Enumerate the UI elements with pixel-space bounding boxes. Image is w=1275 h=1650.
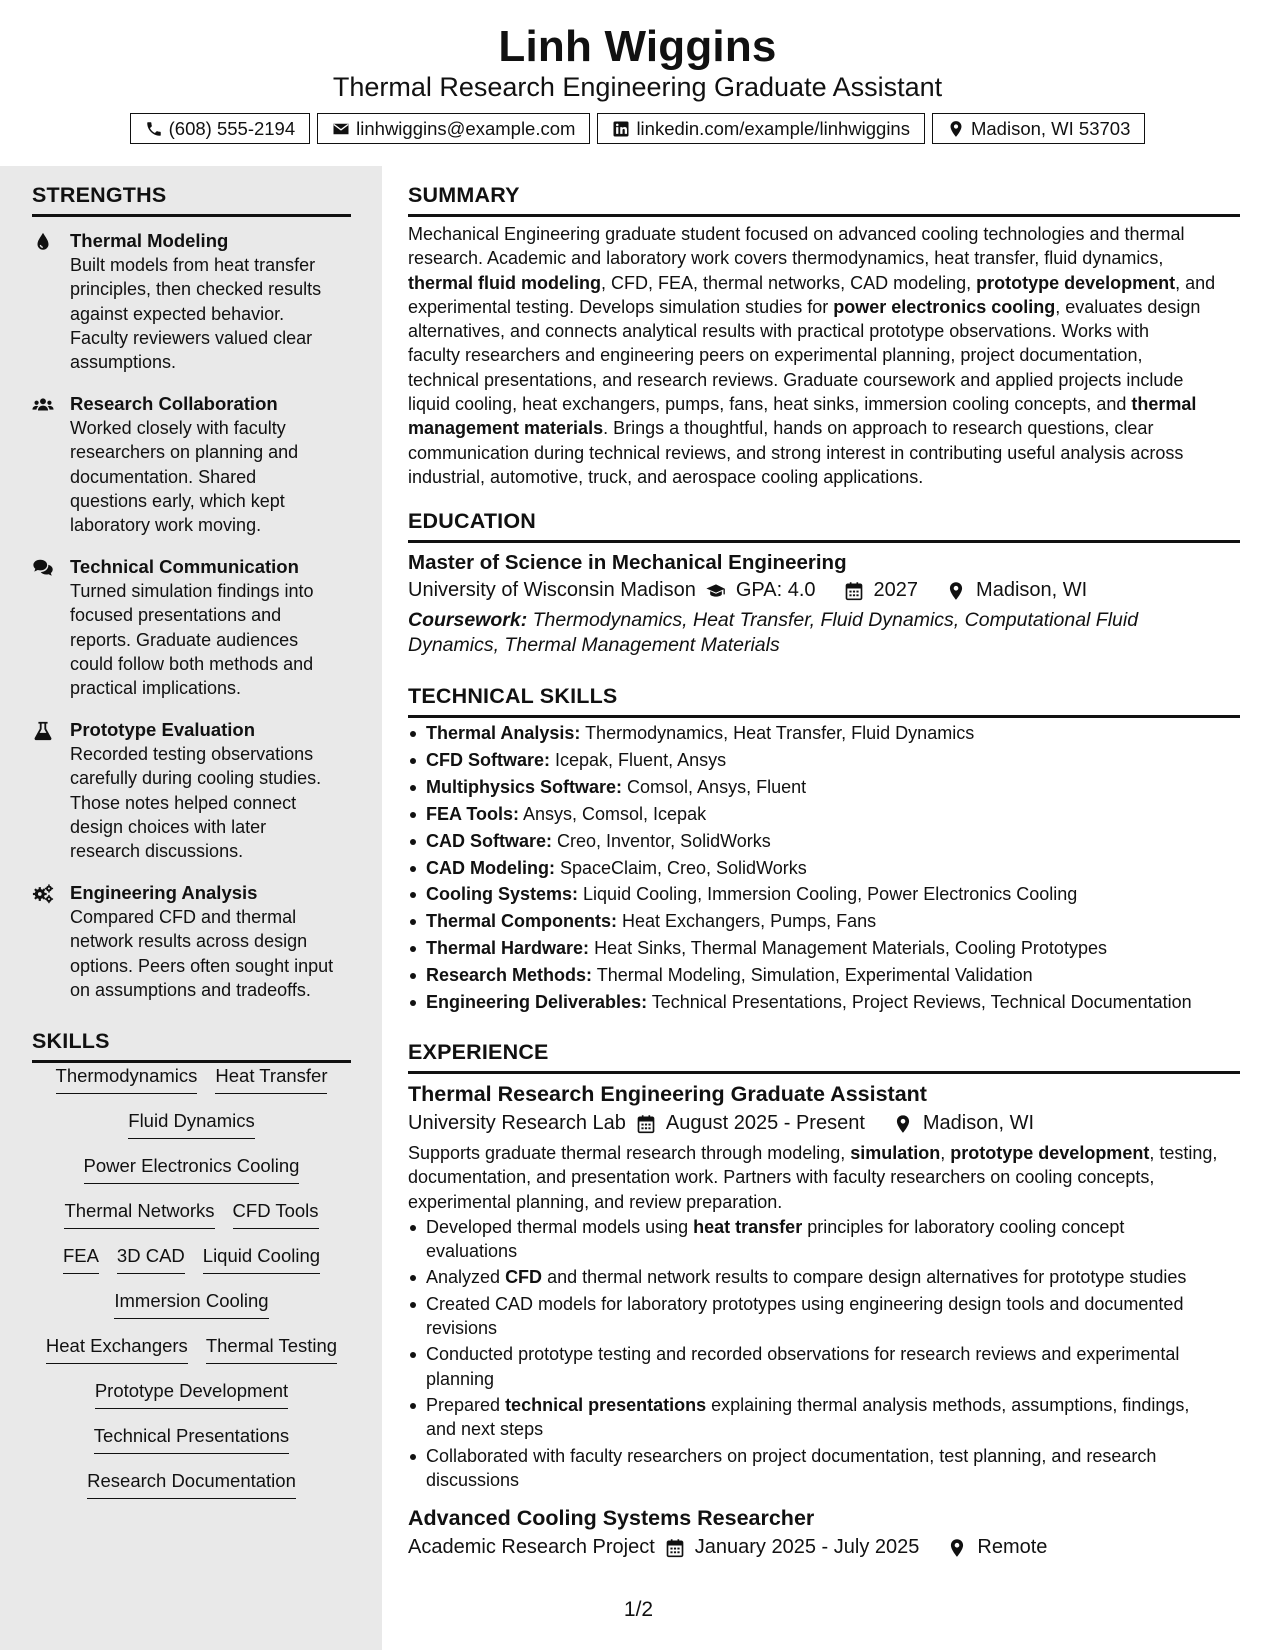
- section-divider: [408, 1071, 1240, 1074]
- skill-tag: Immersion Cooling: [114, 1289, 268, 1319]
- strength-description: [70, 579, 362, 700]
- job-meta: [408, 1112, 1240, 1135]
- page-number: [0, 1598, 1275, 1622]
- list-item: [408, 801, 1240, 828]
- skills-heading: [32, 1029, 351, 1063]
- text-run: planning: [426, 1368, 495, 1389]
- experience-title: EXPERIENCE: [408, 1040, 549, 1064]
- text-line: [426, 1215, 1240, 1239]
- education-meta: [408, 579, 1240, 602]
- text-line: [408, 465, 1240, 489]
- text-line: [426, 1316, 1240, 1340]
- strengths-heading: [32, 183, 351, 217]
- text-line: [426, 1393, 1240, 1417]
- skill-tag: Thermodynamics: [56, 1064, 198, 1094]
- strength-line: reports. Graduate audiences: [70, 629, 299, 650]
- strength-description: [70, 742, 362, 863]
- skill-values: Heat Sinks, Thermal Management Materials, Cooling Prototypes: [589, 938, 1107, 959]
- strength-line: Those notes helped connect: [70, 792, 297, 813]
- contact-email[interactable]: [317, 113, 590, 144]
- text-run: liquid cooling, heat exchangers, pumps, fans, heat sinks, immersion cooling concepts, and: [408, 394, 1132, 415]
- text-run: research. Academic and laboratory work covers thermodynamics, heat transfer, fluid dynamics,: [408, 248, 1164, 269]
- text-line: [426, 1444, 1240, 1468]
- emphasis-text: power electronics cooling: [833, 296, 1056, 317]
- text-run: , testing,: [1149, 1143, 1218, 1163]
- text-line: [408, 343, 1240, 367]
- text-run: . Brings a thoughtful, hands on approach to research questions, clear: [603, 418, 1154, 439]
- calendar-icon: [665, 1538, 685, 1558]
- list-item: [408, 855, 1240, 882]
- skill-row: [32, 1334, 351, 1379]
- skill-category: Thermal Components:: [426, 911, 618, 932]
- candidate-name: Linh Wiggins: [498, 22, 777, 71]
- strength-line: focused presentations and: [70, 605, 282, 626]
- strength-line: Built models from heat transfer: [70, 255, 316, 275]
- text-line: [408, 222, 1240, 246]
- strength-title: Research Collaboration: [70, 393, 278, 414]
- text-run: principles for laboratory cooling concept: [802, 1216, 1125, 1237]
- text-run: explaining thermal analysis methods, assumptions, findings,: [706, 1394, 1190, 1415]
- strength-title: Thermal Modeling: [70, 230, 229, 251]
- coursework-list: Thermodynamics, Heat Transfer, Fluid Dynamics, Computational Fluid: [527, 609, 1139, 631]
- strength-line: principles, then checked results: [70, 279, 322, 300]
- strength-line: options. Peers often sought input: [70, 955, 334, 976]
- skill-values: Comsol, Ansys, Fluent: [622, 776, 807, 797]
- strength-item: [32, 881, 362, 1002]
- text-run: Supports graduate thermal research through modeling,: [408, 1143, 851, 1163]
- list-item: [408, 1393, 1240, 1442]
- strength-title: Prototype Evaluation: [70, 719, 256, 740]
- skill-values: Thermal Modeling, Simulation, Experimental Validation: [592, 965, 1033, 986]
- skill-row: [32, 1199, 351, 1244]
- contact-phone-text: (608) 555-2194: [168, 117, 296, 139]
- section-divider: [32, 214, 351, 217]
- strength-line: carefully during cooling studies.: [70, 768, 322, 789]
- skill-category: Engineering Deliverables:: [426, 992, 648, 1013]
- text-line: [426, 1265, 1240, 1289]
- text-run: , and: [1175, 272, 1216, 293]
- list-item: [408, 1444, 1240, 1493]
- map-pin-icon: [947, 1538, 967, 1558]
- text-run: documentation, and presentation work. Partners with faculty researchers on cooling concepts,: [408, 1167, 1155, 1188]
- skill-tag: Heat Exchangers: [46, 1334, 188, 1364]
- strength-line: documentation. Shared: [70, 466, 257, 487]
- list-item: [408, 881, 1240, 908]
- coursework: [408, 608, 1240, 657]
- skill-category: Multiphysics Software:: [426, 776, 623, 797]
- skill-row: [32, 1424, 351, 1469]
- list-item: [408, 747, 1240, 774]
- list-item: [408, 935, 1240, 962]
- strength-line: Turned simulation findings into: [70, 581, 314, 601]
- list-item: [408, 1342, 1240, 1391]
- skill-values: Creo, Inventor, SolidWorks: [552, 830, 771, 851]
- text-line: [408, 1165, 1240, 1189]
- text-line: [408, 295, 1240, 319]
- skill-category: Research Methods:: [426, 965, 593, 986]
- strength-line: questions early, which kept: [70, 490, 285, 511]
- text-line: [408, 441, 1240, 465]
- text-line: [408, 392, 1240, 416]
- text-run: evaluations: [426, 1241, 518, 1262]
- job-dates: August 2025 - Present: [665, 1112, 865, 1134]
- technical-skills-section: [408, 684, 1240, 1016]
- skill-tag: Prototype Development: [95, 1379, 288, 1409]
- envelope-icon: [332, 120, 350, 138]
- emphasis-text: thermal: [1131, 394, 1197, 415]
- education-section: [408, 509, 1240, 657]
- skill-row: [32, 1109, 351, 1154]
- list-item: [408, 1265, 1240, 1289]
- strength-description: [70, 905, 362, 1002]
- skill-tag: 3D CAD: [117, 1244, 185, 1274]
- strength-item: [32, 229, 362, 374]
- strength-line: design choices with later: [70, 816, 267, 837]
- skill-tag: Technical Presentations: [94, 1424, 289, 1454]
- strength-line: on assumptions and tradeoffs.: [70, 979, 311, 1000]
- text-run: experimental planning, and review preparation.: [408, 1191, 783, 1212]
- strength-item: [32, 718, 362, 863]
- text-line: [426, 1239, 1240, 1263]
- list-item: [408, 908, 1240, 935]
- skill-category: CFD Software:: [426, 749, 551, 770]
- contact-location-text: Madison, WI 53703: [970, 117, 1131, 139]
- skill-values: Technical Presentations, Project Reviews, Technical Documentation: [647, 992, 1192, 1013]
- strength-line: could follow both methods and: [70, 653, 314, 674]
- contact-bar: [0, 113, 1275, 144]
- text-run: Mechanical Engineering graduate student focused on advanced cooling technologies and thermal: [408, 224, 1185, 244]
- text-run: Prepared: [426, 1394, 506, 1415]
- job-title: Advanced Cooling Systems Researcher: [408, 1506, 815, 1531]
- text-line: [426, 1417, 1240, 1441]
- droplet-icon: [32, 231, 54, 253]
- education-title: EDUCATION: [408, 509, 537, 533]
- skill-tag: CFD Tools: [233, 1199, 319, 1229]
- skills-tags: [32, 1064, 351, 1514]
- section-divider: [408, 540, 1240, 543]
- contact-location[interactable]: [932, 113, 1145, 144]
- linkedin-icon: [612, 120, 630, 138]
- strength-line: Compared CFD and thermal: [70, 907, 297, 927]
- users-icon: [32, 394, 54, 416]
- text-run: , evaluates design: [1055, 296, 1201, 317]
- job-bullets: [408, 1215, 1240, 1492]
- phone-icon: [145, 120, 163, 138]
- skill-category: Thermal Hardware:: [426, 938, 590, 959]
- text-run: experimental testing. Develops simulation studies for: [408, 296, 834, 317]
- gpa: GPA: 4.0: [735, 579, 816, 601]
- strength-line: Recorded testing observations: [70, 744, 314, 764]
- text-line: [408, 416, 1240, 440]
- strength-item: [32, 555, 362, 700]
- skill-tag: Fluid Dynamics: [128, 1109, 254, 1139]
- text-run: Developed thermal models using: [426, 1216, 694, 1237]
- strength-title: Engineering Analysis: [70, 882, 258, 903]
- text-run: discussions: [426, 1469, 520, 1490]
- skill-row: [32, 1289, 351, 1334]
- technical-skills-list: [408, 720, 1240, 1016]
- emphasis-text: CFD: [505, 1267, 543, 1288]
- candidate-title: Thermal Research Engineering Graduate Assistant: [332, 72, 943, 102]
- skill-category: Thermal Analysis:: [426, 723, 581, 743]
- skill-tag: Liquid Cooling: [203, 1244, 320, 1274]
- text-run: Conducted prototype testing and recorded observations for research reviews and experimental: [426, 1344, 1180, 1365]
- graduation-cap-icon: [706, 581, 726, 601]
- contact-phone[interactable]: [130, 113, 311, 144]
- skill-tag: Research Documentation: [87, 1469, 296, 1499]
- emphasis-text: technical presentations: [505, 1394, 707, 1415]
- map-pin-icon: [947, 120, 965, 138]
- text-run: industrial, automotive, truck, and aerospace cooling applications.: [408, 466, 924, 487]
- strength-description: [70, 253, 362, 374]
- text-run: Created CAD models for laboratory prototypes using engineering design tools and documented: [426, 1293, 1184, 1314]
- text-run: communication during technical reviews, and strong interest in contributing useful analysis across: [408, 442, 1184, 463]
- coursework-label: Coursework:: [408, 609, 528, 631]
- text-line: [426, 1367, 1240, 1391]
- degree-name: Master of Science in Mechanical Engineering: [408, 551, 847, 574]
- emphasis-text: prototype development: [976, 272, 1176, 293]
- skill-row: [32, 1064, 351, 1109]
- list-item: [408, 720, 1240, 747]
- strength-title: Technical Communication: [70, 556, 299, 577]
- text-line: [408, 246, 1240, 270]
- text-run: faculty researchers and engineering peers on experimental planning, project documentation,: [408, 345, 1143, 366]
- page-number-text: 1/2: [623, 1598, 654, 1621]
- contact-linkedin-text: linkedin.com/example/linhwiggins: [636, 117, 910, 139]
- list-item: [408, 828, 1240, 855]
- text-line: [426, 1468, 1240, 1492]
- skill-category: FEA Tools:: [426, 803, 519, 824]
- skills-title: SKILLS: [32, 1029, 110, 1053]
- emphasis-text: thermal fluid modeling: [408, 272, 602, 293]
- text-run: , CFD, FEA, thermal networks, CAD modeling,: [601, 272, 977, 293]
- job-dates: January 2025 - July 2025: [694, 1536, 920, 1559]
- job-org: University Research Lab: [408, 1112, 626, 1134]
- list-item: [408, 1215, 1240, 1264]
- job-location: Madison, WI: [922, 1112, 1035, 1134]
- skill-tag: Thermal Testing: [206, 1334, 337, 1364]
- skill-row: [32, 1154, 351, 1199]
- skill-values: Ansys, Comsol, Icepak: [519, 803, 707, 824]
- calendar-icon: [844, 581, 864, 601]
- comments-icon: [32, 557, 54, 579]
- list-item: [408, 774, 1240, 801]
- skill-category: CAD Modeling:: [426, 857, 555, 878]
- experience-section: [408, 1040, 1240, 1559]
- text-run: and thermal network results to compare design alternatives for prototype studies: [542, 1267, 1187, 1288]
- summary-text: [408, 222, 1240, 489]
- graduation-year: 2027: [873, 579, 919, 601]
- strength-line: against expected behavior.: [70, 303, 285, 324]
- school-location: Madison, WI: [976, 579, 1088, 601]
- strength-line: laboratory work moving.: [70, 515, 262, 536]
- emphasis-text: heat transfer: [693, 1216, 803, 1237]
- job-location: Remote: [977, 1536, 1048, 1559]
- strength-line: practical implications.: [70, 678, 242, 699]
- summary-title: SUMMARY: [408, 183, 520, 207]
- list-item: [408, 962, 1240, 989]
- resume-header: [0, 0, 1275, 166]
- text-run: revisions: [426, 1318, 498, 1339]
- text-run: ,: [940, 1143, 951, 1163]
- coursework-list-cont: Dynamics, Thermal Management Materials: [408, 633, 780, 656]
- emphasis-text: prototype development: [950, 1143, 1150, 1163]
- strength-description: [70, 416, 362, 537]
- contact-email-text: linhwiggins@example.com: [356, 117, 576, 139]
- text-line: [426, 1342, 1240, 1366]
- strength-line: researchers on planning and: [70, 442, 299, 463]
- emphasis-text: simulation: [850, 1143, 941, 1163]
- school-name: University of Wisconsin Madison: [408, 579, 696, 601]
- skill-tag: Power Electronics Cooling: [84, 1154, 300, 1184]
- strengths-title: STRENGTHS: [32, 183, 167, 207]
- skill-values: Heat Exchangers, Pumps, Fans: [617, 911, 877, 932]
- strength-line: network results across design: [70, 931, 308, 952]
- skill-values: Thermodynamics, Heat Transfer, Fluid Dynamics: [580, 723, 975, 743]
- strength-line: assumptions.: [70, 352, 177, 373]
- map-pin-icon: [893, 1114, 913, 1134]
- text-run: technical presentations, and research reviews. Graduate coursework and applied projects include: [408, 369, 1184, 390]
- skill-values: Icepak, Fluent, Ansys: [550, 749, 727, 770]
- job-title: Thermal Research Engineering Graduate Assistant: [408, 1082, 927, 1106]
- text-line: [408, 368, 1240, 392]
- text-line: [408, 271, 1240, 295]
- gears-icon: [32, 883, 54, 905]
- skill-row: [32, 1379, 351, 1424]
- strength-item: [32, 392, 362, 537]
- text-line: [408, 319, 1240, 343]
- text-run: and next steps: [426, 1419, 544, 1440]
- list-item: [408, 989, 1240, 1016]
- job-meta: [408, 1536, 1240, 1559]
- job-org: Academic Research Project: [408, 1536, 655, 1559]
- technical-skills-title: TECHNICAL SKILLS: [408, 684, 618, 708]
- section-divider: [32, 1060, 351, 1063]
- summary-section: [408, 183, 1240, 489]
- strength-line: Worked closely with faculty: [70, 418, 286, 438]
- skill-values: SpaceClaim, Creo, SolidWorks: [554, 857, 807, 878]
- flask-icon: [32, 720, 54, 742]
- text-line: [426, 1292, 1240, 1316]
- section-divider: [408, 715, 1240, 718]
- text-run: Analyzed: [426, 1267, 506, 1288]
- calendar-icon: [636, 1114, 656, 1134]
- emphasis-text: management materials: [408, 418, 604, 439]
- map-pin-icon: [946, 581, 966, 601]
- skill-tag: Thermal Networks: [64, 1199, 214, 1229]
- text-line: [408, 1190, 1240, 1214]
- strength-line: Faculty reviewers valued clear: [70, 327, 313, 348]
- job-summary: [408, 1141, 1240, 1214]
- skill-values: Liquid Cooling, Immersion Cooling, Power Electronics Cooling: [578, 884, 1078, 905]
- skill-tag: Heat Transfer: [215, 1064, 327, 1094]
- text-run: alternatives, and connects analytical results with practical prototype observations. Works with: [408, 321, 1150, 342]
- text-line: [408, 1141, 1240, 1165]
- skill-tag: FEA: [63, 1244, 99, 1274]
- list-item: [408, 1292, 1240, 1341]
- skill-category: CAD Software:: [426, 830, 553, 851]
- text-run: Collaborated with faculty researchers on project documentation, test planning, and research: [426, 1445, 1157, 1466]
- skill-category: Cooling Systems:: [426, 884, 579, 905]
- skill-row: [32, 1244, 351, 1289]
- strength-line: research discussions.: [70, 841, 244, 862]
- skill-row: [32, 1469, 351, 1514]
- contact-linkedin[interactable]: [597, 113, 925, 144]
- section-divider: [408, 214, 1240, 217]
